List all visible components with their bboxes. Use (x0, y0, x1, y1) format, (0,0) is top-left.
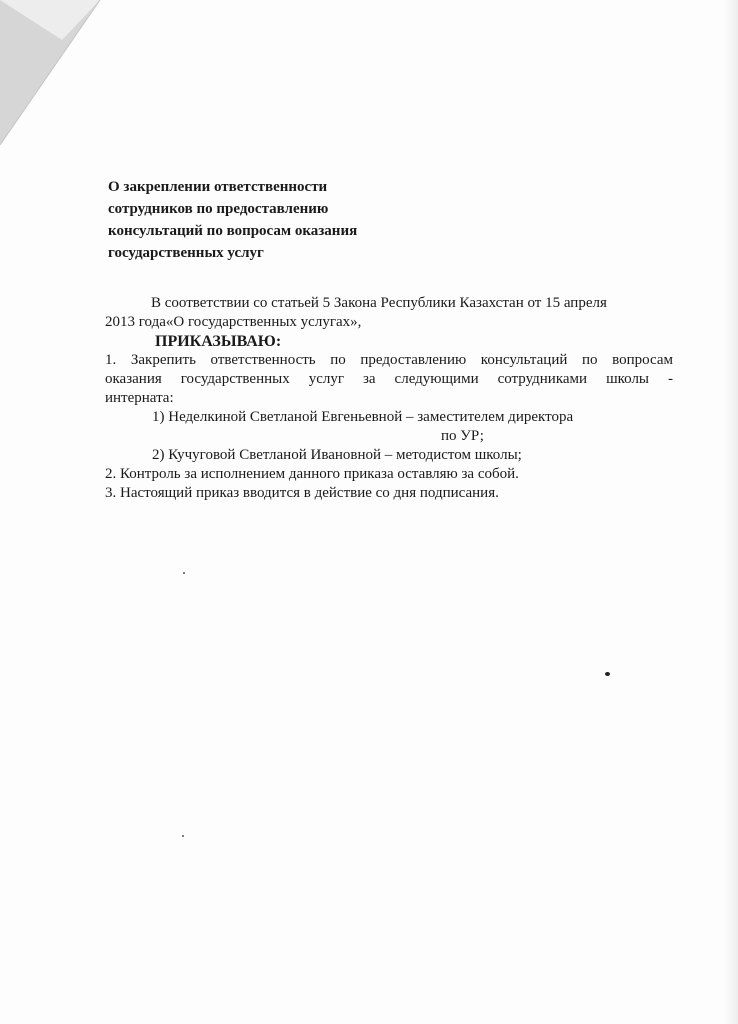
scan-edge-shadow (724, 0, 738, 1024)
order-heading: ПРИКАЗЫВАЮ: (155, 333, 282, 350)
title-line: сотрудников по предоставлению (108, 201, 329, 217)
document-title (108, 176, 428, 264)
subitem-2: 2) Кучуговой Светланой Ивановной – методистом школы; (152, 447, 522, 463)
title-line: О закреплении ответственности (108, 179, 328, 195)
preamble-line-2: 2013 года«О государственных услугах», (105, 314, 362, 330)
title-line: государственных услуг (108, 245, 264, 261)
subitem-1-line-2: по УР; (441, 428, 484, 444)
item-3: 3. Настоящий приказ вводится в действие со дня подписания. (105, 485, 499, 501)
item-2: 2. Контроль за исполнением данного приказа оставляю за собой. (105, 466, 519, 482)
item-1-line-1: 1. Закрепить ответственность по предоставлению консультаций по вопросам (105, 352, 673, 368)
item-1-line-3: интерната: (105, 390, 174, 406)
subitem-1-line-1: 1) Неделкиной Светланой Евгеньевной – заместителем директора (152, 409, 574, 425)
scan-speck (182, 835, 184, 837)
title-line: консультаций по вопросам оказания (108, 223, 358, 239)
document-body (105, 294, 673, 503)
folded-corner (0, 0, 110, 150)
scan-speck (605, 672, 610, 676)
item-1-line-2: оказания государственных услуг за следующими сотрудниками школы - (105, 371, 673, 387)
scan-speck (183, 572, 185, 574)
preamble-line-1: В соответствии со статьей 5 Закона Республики Казахстан от 15 апреля (151, 295, 607, 311)
